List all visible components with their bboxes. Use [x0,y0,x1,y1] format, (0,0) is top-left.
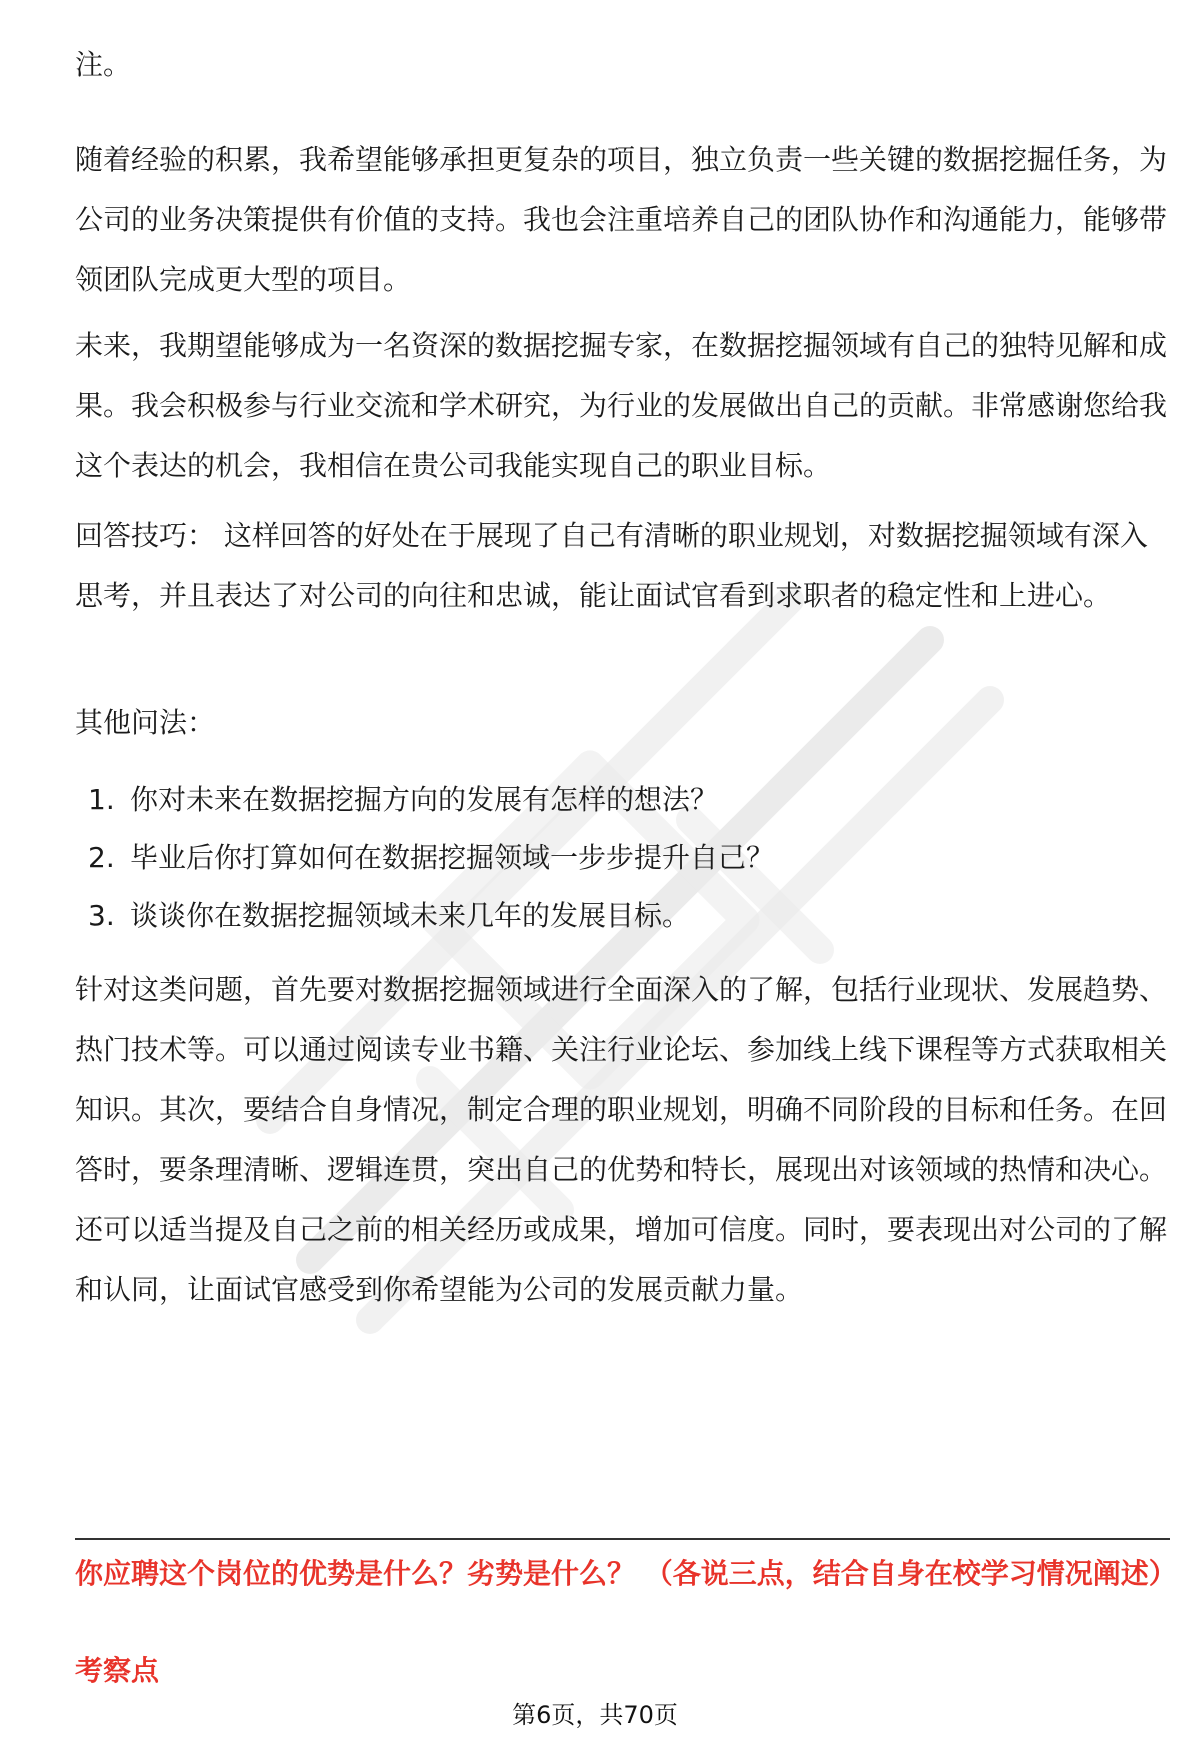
assessment-points-label: 考察点 [75,1654,160,1687]
list-item [88,828,774,888]
list-text: 谈谈你在数据挖掘领域未来几年的发展目标。 [130,899,691,932]
paragraph-future: 未来，我期望能够成为一名资深的数据挖掘专家，在数据挖掘领域有自己的独特见解和成果。我会积极参与行业交流和学术研究，为行业的发展做出自己的贡献。非常感谢您给我这个表达的机会，我相信在贵公司我能实现自己的职业目标。 [75,329,1168,482]
paragraph-continuation: 注。 [75,48,132,81]
paragraph-advice: 针对这类问题，首先要对数据挖掘领域进行全面深入的了解，包括行业现状、发展趋势、热门技术等。可以通过阅读专业书籍、关注行业论坛、参加线上线下课程等方式获取相关知识。其次，要结合自身情况，制定合理的职业规划，明确不同阶段的目标和任务。在回答时，要条理清晰、逻辑连贯，突出自己的优势和特长，展现出对该领域的热情和决心。还可以适当提及自己之前的相关经历或成果，增加可信度。同时，要表现出对公司的了解和认同，让面试官感受到你希望能为公司的发展贡献力量。 [75,973,1168,1306]
next-question-heading: 你应聘这个岗位的优势是什么？劣势是什么？ （各说三点，结合自身在校学习情况阐述） [75,1557,1177,1590]
list-item [88,770,718,830]
paragraph-answer-tips: 回答技巧： 这样回答的好处在于展现了自己有清晰的职业规划，对数据挖掘领域有深入思考，并且表达了对公司的向往和忠诚，能让面试官看到求职者的稳定性和上进心。 [75,519,1148,612]
paragraph-experience: 随着经验的积累，我希望能够承担更复杂的项目，独立负责一些关键的数据挖掘任务，为公司的业务决策提供有价值的支持。我也会注重培养自己的团队协作和沟通能力，能够带领团队完成更大型的项目。 [75,143,1168,296]
list-number: 3. [88,899,115,932]
list-text: 毕业后你打算如何在数据挖掘领域一步步提升自己？ [130,841,775,874]
section-divider [75,1538,1170,1540]
list-item [88,886,690,946]
list-text: 你对未来在数据挖掘方向的发展有怎样的想法？ [130,783,719,816]
list-number: 1. [88,783,115,816]
page-number-footer: 第6页，共70页 [512,1701,678,1729]
paragraph-other-questions-heading: 其他问法： [75,706,216,739]
list-number: 2. [88,841,115,874]
